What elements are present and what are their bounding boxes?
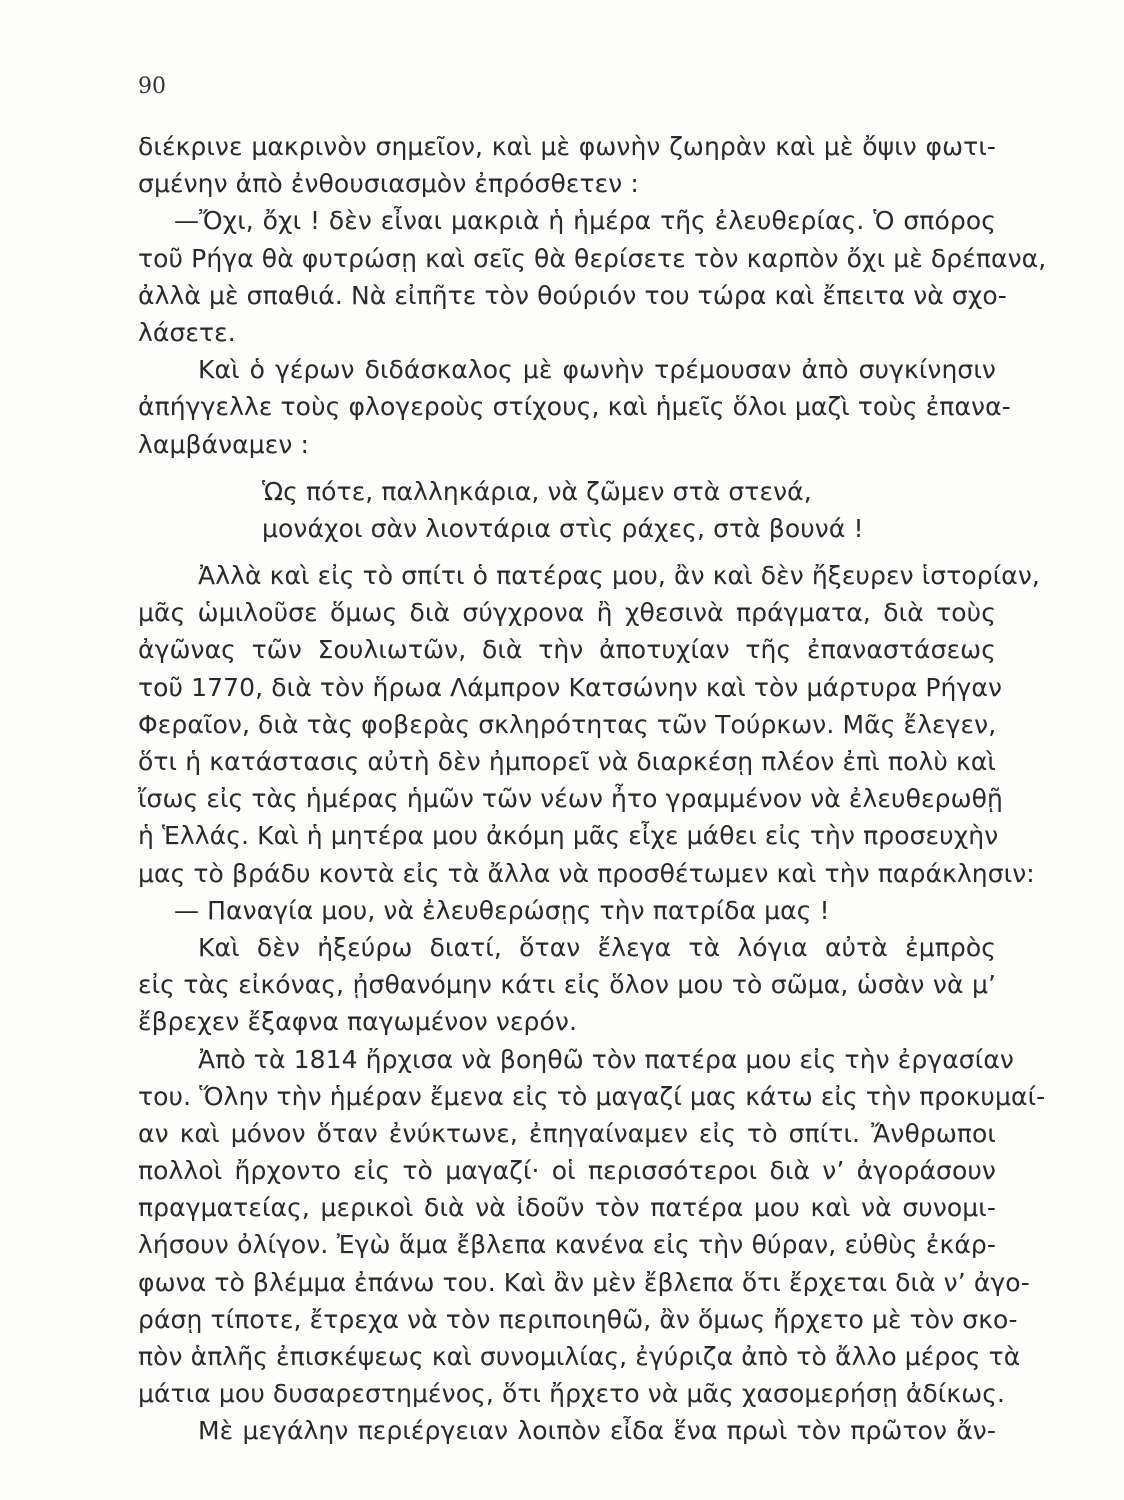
text-line: πὸν ἁπλῆς ἐπισκέψεως καὶ συνομιλίας, ἐγύριζα ἀπὸ τὸ ἄλλο μέρος τὰ <box>138 1342 1021 1371</box>
text-line: πολλοὶ ἤρχοντο εἰς τὸ μαγαζί· οἱ περισσότεροι διὰ ν’ ἀγοράσουν <box>138 1156 996 1186</box>
text-line: ὅτι ἡ κατάστασις αὐτὴ δὲν ἠμπορεῖ νὰ διαρκέσῃ πλέον ἐπὶ πολὺ καὶ <box>138 747 996 776</box>
text-line: λήσουν ὀλίγον. Ἐγὼ ἅμα ἔβλεπα κανένα εἰς τὴν θύραν, εὐθὺς ἐκάρ- <box>138 1230 996 1260</box>
text-line: — Παναγία μου, νὰ ἐλευθερώσῃς τὴν πατρίδα μας ! <box>174 895 830 925</box>
body-text <box>138 128 1047 1450</box>
text-line: Φεραῖον, διὰ τὰς φοβερὰς σκληρότητας τῶν Τούρκων. Μᾶς ἔλεγεν, <box>138 709 997 739</box>
text-line: —Ὄχι, ὄχι ! δὲν εἶναι μακριὰ ἡ ἡμέρα τῆς ἐλευθερίας. Ὁ σπόρος <box>174 206 996 236</box>
text-line: τοῦ Ρήγα θὰ φυτρώσῃ καὶ σεῖς θὰ θερίσετε τὸν καρπὸν ὄχι μὲ δρέπανα, <box>138 243 1047 273</box>
text-line: πραγματείας, μερικοὶ διὰ νὰ ἰδοῦν τὸν πατέρα μου καὶ νὰ συνομι- <box>138 1193 996 1223</box>
text-line: του. Ὅλην τὴν ἡμέραν ἔμενα εἰς τὸ μαγαζί μας κάτω εἰς τὴν προκυμαί- <box>138 1081 1046 1111</box>
text-line: τοῦ 1770, διὰ τὸν ἥρωα Λάμπρον Κατσώνην καὶ τὸν μάρτυρα Ρήγαν <box>138 672 1003 702</box>
text-line: μᾶς ὡμιλοῦσε ὅμως διὰ σύγχρονα ἢ χθεσινὰ πράγματα, διὰ τοὺς <box>138 598 996 628</box>
text-line: αν καὶ μόνον ὅταν ἐνύκτωνε, ἐπηγαίναμεν εἰς τὸ σπίτι. Ἄνθρωποι <box>138 1118 996 1148</box>
text-line: λαμβάναμεν : <box>138 429 310 459</box>
text-line: Μὲ μεγάλην περιέργειαν λοιπὸν εἶδα ἕνα πρωὶ τὸν πρῶτον ἄν- <box>198 1416 996 1446</box>
text-line: διέκρινε μακρινὸν σημεῖον, καὶ μὲ φωνὴν ζωηρὰν καὶ μὲ ὄψιν φωτι- <box>138 132 996 161</box>
text-line: ἀπήγγελλε τοὺς φλογεροὺς στίχους, καὶ ἡμεῖς ὅλοι μαζὶ τοὺς ἐπανα- <box>138 392 1011 422</box>
verse-line: Ὡς πότε, παλληκάρια, νὰ ζῶμεν στὰ στενά, <box>262 476 812 506</box>
page-number: 90 <box>138 74 166 99</box>
text-line: εἰς τὰς εἰκόνας, ᾐσθανόμην κάτι εἰς ὅλον μου τὸ σῶμα, ὡσὰν νὰ μ’ <box>138 970 996 1000</box>
text-line: φωνα τὸ βλέμμα ἐπάνω του. Καὶ ἂν μὲν ἔβλεπα ὅτι ἔρχεται διὰ ν’ ἀγο- <box>138 1267 1030 1297</box>
text-line: Ἀπὸ τὰ 1814 ἤρχισα νὰ βοηθῶ τὸν πατέρα μου εἰς τὴν ἐργασίαν <box>198 1044 1014 1074</box>
text-line: Καὶ ὁ γέρων διδάσκαλος μὲ φωνὴν τρέμουσαν ἀπὸ συγκίνησιν <box>198 355 996 385</box>
text-line: λάσετε. <box>138 317 236 347</box>
text-line: ἔβρεχεν ἔξαφνα παγωμένον νερόν. <box>138 1007 578 1037</box>
text-line: ἀγῶνας τῶν Σουλιωτῶν, διὰ τὴν ἀποτυχίαν τῆς ἐπαναστάσεως <box>138 635 996 665</box>
text-line: Καὶ δὲν ἠξεύρω διατί, ὅταν ἔλεγα τὰ λόγια αὐτὰ ἐμπρὸς <box>198 932 996 962</box>
text-line: σμένην ἀπὸ ἐνθουσιασμὸν ἐπρόσθετεν : <box>138 169 639 199</box>
text-line: Ἀλλὰ καὶ εἰς τὸ σπίτι ὁ πατέρας μου, ἂν καὶ δὲν ἤξευρεν ἱστορίαν, <box>198 561 1040 591</box>
text-line: ράσῃ τίποτε, ἔτρεχα νὰ τὸν περιποιηθῶ, ἂν ὅμως ἤρχετο μὲ τὸν σκο- <box>138 1304 1018 1334</box>
verse-line: μονάχοι σὰν λιοντάρια στὶς ράχες, στὰ βουνά ! <box>262 513 864 543</box>
text-line: ἀλλὰ μὲ σπαθιά. Νὰ εἰπῆτε τὸν θούριόν του τώρα καὶ ἔπειτα νὰ σχο- <box>138 280 1007 310</box>
text-line: μάτια μου δυσαρεστημένος, ὅτι ἤρχετο νὰ μᾶς χασομερήσῃ ἀδίκως. <box>138 1379 1006 1409</box>
text-line: ἡ Ἑλλάς. Καὶ ἡ μητέρα μου ἀκόμη μᾶς εἶχε μάθει εἰς τὴν προσευχὴν <box>138 821 999 851</box>
text-line: μας τὸ βράδυ κοντὰ εἰς τὰ ἄλλα νὰ προσθέτωμεν καὶ τὴν παράκλησιν: <box>138 858 1035 888</box>
text-line: ἴσως εἰς τὰς ἡμέρας ἡμῶν τῶν νέων ἦτο γραμμένον νὰ ἐλευθερωθῇ <box>138 784 1003 814</box>
